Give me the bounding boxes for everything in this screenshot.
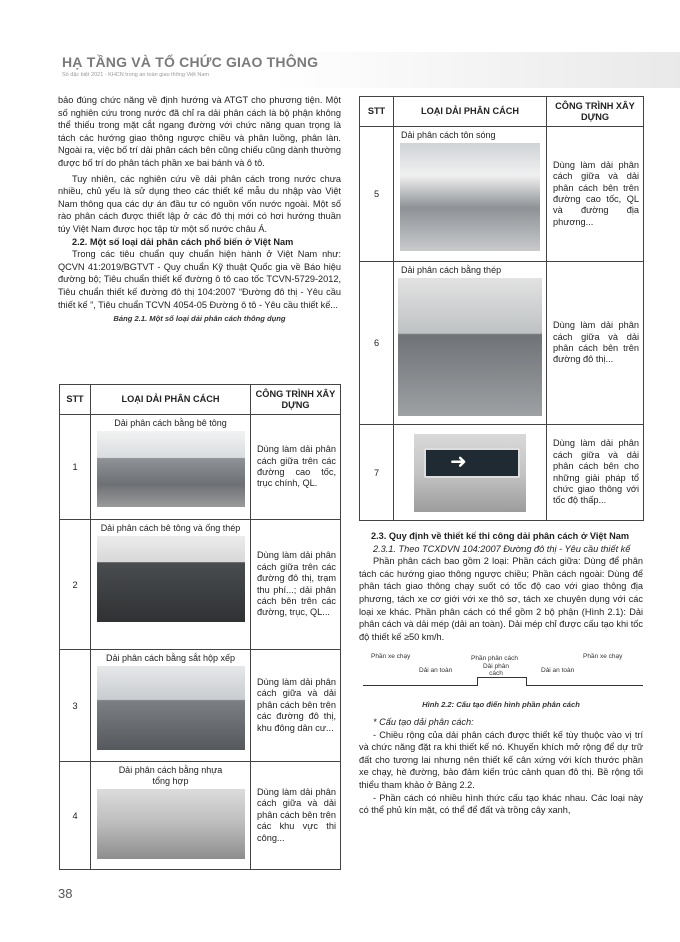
table-row [360,262,644,425]
row-stt: 5 [360,127,394,262]
table-row [360,127,644,262]
label-safe-right: Dải an toàn [541,667,575,675]
label-lane-left: Phần xe chạy [371,653,411,661]
row-use: Dùng làm dải phân cách giữa và dải phân cách bên trên đường cao tốc, QL và đường địa phương... [547,127,644,262]
page-number: 38 [58,886,73,901]
row-kind: Dải phân cách bằng bê tông [114,418,227,428]
row-stt: 6 [360,262,394,425]
header-kind: LOẠI DẢI PHÂN CÁCH [91,385,251,415]
row-kind: Dải phân cách tôn sóng [401,130,496,140]
header-stt: STT [60,385,91,415]
median-diagram [359,649,649,697]
section-heading-2-3: 2.3. Quy định về thiết kế thi công dải phân cách ở Việt Nam [371,531,630,541]
photo-steel-divider [398,278,542,416]
paragraph: - Chiều rộng của dải phân cách được thiết kế tùy thuộc vào vị trí và chức năng đặt ra khi thiết kế nó. Khuyến khích mở rộng để dự trữ đất cho tương lai nhưng nên thiết kế cân xứng với kích thước phần xe chạy, hè đường, bảo đảm kiến trúc cảnh quan đô thị. Bề rộng tối thiểu tham khảo ở Bảng 2.2. [359,729,643,790]
row-use: Dùng làm dải phân cách giữa và dải phân cách bên trên các đường đô thị, khu đông dân cư... [251,650,341,762]
subheading: * Cấu tạo dải phân cách: [373,716,474,727]
photo-concrete-steel-divider [97,536,245,622]
journal-issue-subtitle: Số đặc biệt 2021 - KHCN trong an toàn giao thông Việt Nam [62,72,209,78]
table-row [60,650,341,762]
label-safe-left: Dải an toàn [419,667,453,675]
arrow-sign [424,448,520,478]
header-use: CÔNG TRÌNH XÂY DỰNG [251,385,341,415]
paragraph: Trong các tiêu chuẩn quy chuẩn hiện hành ở Việt Nam như: QCVN 41:2019/BGTVT - Quy chuẩn Kỹ thuật Quốc gia về Báo hiệu đường bộ; Tiêu chuẩn thiết kế đường ô tô cao tốc TCVN-5729-2012, Tiêu chuẩn thiết kế đường đô thị 104:2007 “Đường đô thị - Yêu cầu thiết kế ”, Tiêu chuẩn TCVN 4054-05 Đường ô tô - Yêu cầu thiết kế... [58,249,341,310]
table-row [60,415,341,520]
table-row [60,520,341,650]
header-kind: LOẠI DẢI PHÂN CÁCH [394,97,547,127]
photo-steel-box-divider [97,666,245,750]
table-row [360,425,644,521]
label-median: Phần phân cách [471,655,518,663]
row-kind: Dải phân cách bê tông và ống thép [100,523,241,533]
row-stt: 7 [360,425,394,521]
paragraph: Phần phân cách bao gồm 2 loại: Phần cách giữa: Dùng để phân tách các hướng giao thông ngược chiều; Phần cách ngoài: Dùng để phân tách giao thông chạy suốt có tốc độ cao với giao thông địa phương, tách xe cơ giới với xe thô sơ, tách xe chuyên dụng với các loại xe khác. Phần phân cách có thể gồm 2 bộ phận (Hình 2.1): Dải phân cách và dải mép (dải an toàn). Dải mép chỉ được cấu tạo khi tốc độ thiết kế ≥50 km/h. [359,556,643,642]
paragraph: bảo đúng chức năng về định hướng và ATGT cho phương tiện. Một số nghiên cứu trong nước đã chỉ ra dải phân cách là bộ phận không thể thiếu trong mặt cắt ngang đường với chức năng quan trọng là tách các hướng giao thông ngược chiều và phân luồng, phân làn. Ngoài ra, việc bố trí dải phân cách bên cũng chiếu cũng dành thường được bố trí do phân tách phần xe bai bánh và ô tô. [58,95,341,168]
journal-section-title: HẠ TẦNG VÀ TỔ CHỨC GIAO THÔNG [62,54,319,70]
row-kind: Dải phân cách bằng nhựa tổng hợp [118,765,223,786]
photo-guardrail-divider [400,143,540,251]
photo-temporary-divider [414,434,526,512]
label-lane-right: Phần xe chạy [583,653,623,661]
row-use: Dùng làm dải phân cách giữa và dải phân cách bên trên các khu vực thi công... [251,762,341,870]
row-use: Dùng làm dải phân cách giữa trên các đường cao tốc, trục chính, QL. [251,415,341,520]
photo-concrete-divider [97,431,245,507]
photo-plastic-divider [97,789,245,859]
header-use: CÔNG TRÌNH XÂY DỰNG [547,97,644,127]
row-use: Dùng làm dải phân cách giữa và dải phân cách bên trên đường đô thị... [547,262,644,425]
row-stt: 4 [60,762,91,870]
section-heading-2-2: 2.2. Một số loại dải phân cách phổ biến ở Việt Nam [72,236,294,247]
paragraph: - Phần cách có nhiều hình thức cấu tạo khác nhau. Các loại này có thể phủ kín mặt, có thể để đất và trồng cây xanh, [359,792,643,816]
row-use: Dùng làm dải phân cách giữa và dải phân cách bên cho những giải pháp tổ chức giao thông với tốc độ thấp... [547,425,644,521]
figure-caption: Hình 2.2: Cấu tạo điển hình phần phân cách [422,700,580,710]
row-stt: 1 [60,415,91,520]
row-stt: 2 [60,520,91,650]
arrow-right-icon: ➜ [450,450,467,473]
left-column [58,94,341,326]
table-2-1-continued [359,96,644,521]
table-2-1 [59,384,341,870]
median-block [477,677,527,686]
row-kind: Dải phân cách bằng sắt hộp xếp [105,653,236,663]
row-kind: Dải phân cách bằng thép [401,265,502,275]
label-divider: Dải phân cách [482,663,510,678]
paragraph: Tuy nhiên, các nghiên cứu về dải phân cách trong nước chưa nhiều, chủ yếu là sử dụng theo các thiết kế mẫu du nhập vào Việt Nam thông qua các dự án đầu tư có nguồn vốn nước ngoài. Một số rào phân cách được thiết lập ở các đô thị mới có hơi hướng thuần túy Việt Nam được học tập từ một số nước châu Á. [58,173,341,234]
right-column [359,530,643,817]
header-stt: STT [360,97,394,127]
table-row [60,762,341,870]
row-use: Dùng làm dải phân cách giữa trên các đường đô thị, trạm thu phí...; dải phân cách bên trên các đường, trục, QL... [251,520,341,650]
table-caption: Bảng 2.1. Một số loại dải phân cách thông dụng [113,314,286,324]
row-stt: 3 [60,650,91,762]
subsection-heading-2-3-1: 2.3.1. Theo TCXDVN 104:2007 Đường đô thị - Yêu cầu thiết kế [373,543,631,554]
